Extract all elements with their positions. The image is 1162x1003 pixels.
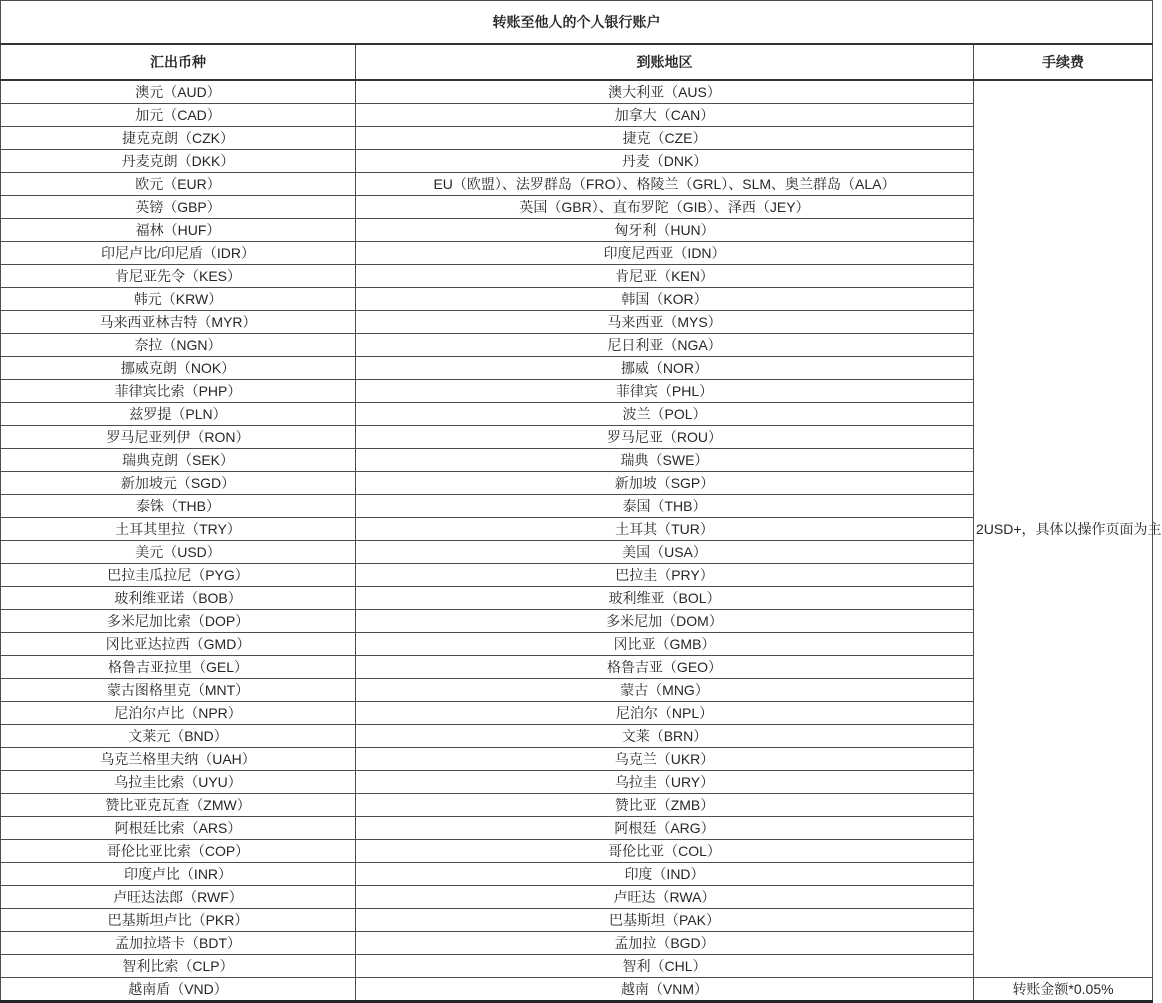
region-cell: 赞比亚（ZMB） xyxy=(356,794,974,817)
currency-cell: 泰铢（THB） xyxy=(1,495,356,518)
currency-cell: 乌拉圭比索（UYU） xyxy=(1,771,356,794)
currency-cell: 土耳其里拉（TRY） xyxy=(1,518,356,541)
currency-cell: 乌克兰格里夫纳（UAH） xyxy=(1,748,356,771)
region-cell: 巴基斯坦（PAK） xyxy=(356,909,974,932)
region-cell: 印度尼西亚（IDN） xyxy=(356,242,974,265)
region-cell: 美国（USA） xyxy=(356,541,974,564)
region-cell: 尼泊尔（NPL） xyxy=(356,702,974,725)
region-cell: 瑞典（SWE） xyxy=(356,449,974,472)
region-cell: 英国（GBR）、直布罗陀（GIB）、泽西（JEY） xyxy=(356,196,974,219)
currency-cell: 蒙古图格里克（MNT） xyxy=(1,679,356,702)
region-cell: 马来西亚（MYS） xyxy=(356,311,974,334)
region-cell: 越南（VNM） xyxy=(356,978,974,1002)
region-cell: 尼日利亚（NGA） xyxy=(356,334,974,357)
region-cell: 丹麦（DNK） xyxy=(356,150,974,173)
region-cell: 捷克（CZE） xyxy=(356,127,974,150)
region-cell: 澳大利亚（AUS） xyxy=(356,80,974,104)
region-cell: 孟加拉（BGD） xyxy=(356,932,974,955)
region-cell: 格鲁吉亚（GEO） xyxy=(356,656,974,679)
currency-cell: 罗马尼亚列伊（RON） xyxy=(1,426,356,449)
table-header-row xyxy=(1,44,1153,80)
currency-cell: 冈比亚达拉西（GMD） xyxy=(1,633,356,656)
currency-cell: 文莱元（BND） xyxy=(1,725,356,748)
region-cell: 阿根廷（ARG） xyxy=(356,817,974,840)
region-cell: 加拿大（CAN） xyxy=(356,104,974,127)
region-cell: 波兰（POL） xyxy=(356,403,974,426)
region-cell: 菲律宾（PHL） xyxy=(356,380,974,403)
currency-cell: 肯尼亚先令（KES） xyxy=(1,265,356,288)
table-title: 转账至他人的个人银行账户 xyxy=(1,1,1153,45)
currency-cell: 尼泊尔卢比（NPR） xyxy=(1,702,356,725)
fee-cell-shared: 2USD+，具体以操作页面为主 xyxy=(974,80,1153,978)
currency-cell: 挪威克朗（NOK） xyxy=(1,357,356,380)
currency-cell: 澳元（AUD） xyxy=(1,80,356,104)
region-cell: 冈比亚（GMB） xyxy=(356,633,974,656)
region-cell: 匈牙利（HUN） xyxy=(356,219,974,242)
currency-cell: 印度卢比（INR） xyxy=(1,863,356,886)
currency-cell: 越南盾（VND） xyxy=(1,978,356,1002)
currency-cell: 智利比索（CLP） xyxy=(1,955,356,978)
currency-cell: 美元（USD） xyxy=(1,541,356,564)
currency-cell: 福林（HUF） xyxy=(1,219,356,242)
table-row xyxy=(1,978,1153,1002)
region-cell: 多米尼加（DOM） xyxy=(356,610,974,633)
region-cell: 土耳其（TUR） xyxy=(356,518,974,541)
region-cell: 玻利维亚（BOL） xyxy=(356,587,974,610)
currency-cell: 瑞典克朗（SEK） xyxy=(1,449,356,472)
region-cell: 罗马尼亚（ROU） xyxy=(356,426,974,449)
currency-cell: 菲律宾比索（PHP） xyxy=(1,380,356,403)
region-cell: 泰国（THB） xyxy=(356,495,974,518)
region-cell: 卢旺达（RWA） xyxy=(356,886,974,909)
currency-cell: 多米尼加比索（DOP） xyxy=(1,610,356,633)
region-cell: 新加坡（SGP） xyxy=(356,472,974,495)
header-region: 到账地区 xyxy=(356,44,974,80)
currency-cell: 新加坡元（SGD） xyxy=(1,472,356,495)
region-cell: 乌克兰（UKR） xyxy=(356,748,974,771)
currency-cell: 韩元（KRW） xyxy=(1,288,356,311)
region-cell: 哥伦比亚（COL） xyxy=(356,840,974,863)
table-row xyxy=(1,80,1153,104)
currency-cell: 格鲁吉亚拉里（GEL） xyxy=(1,656,356,679)
region-cell: EU（欧盟）、法罗群岛（FRO）、格陵兰（GRL）、SLM、奥兰群岛（ALA） xyxy=(356,173,974,196)
currency-cell: 兹罗提（PLN） xyxy=(1,403,356,426)
region-cell: 智利（CHL） xyxy=(356,955,974,978)
currency-cell: 丹麦克朗（DKK） xyxy=(1,150,356,173)
region-cell: 肯尼亚（KEN） xyxy=(356,265,974,288)
currency-cell: 赞比亚克瓦查（ZMW） xyxy=(1,794,356,817)
region-cell: 巴拉圭（PRY） xyxy=(356,564,974,587)
region-cell: 韩国（KOR） xyxy=(356,288,974,311)
currency-cell: 阿根廷比索（ARS） xyxy=(1,817,356,840)
region-cell: 蒙古（MNG） xyxy=(356,679,974,702)
currency-cell: 奈拉（NGN） xyxy=(1,334,356,357)
currency-cell: 孟加拉塔卡（BDT） xyxy=(1,932,356,955)
region-cell: 文莱（BRN） xyxy=(356,725,974,748)
currency-cell: 印尼卢比/印尼盾（IDR） xyxy=(1,242,356,265)
currency-cell: 玻利维亚诺（BOB） xyxy=(1,587,356,610)
table-body xyxy=(1,80,1162,1002)
currency-cell: 马来西亚林吉特（MYR） xyxy=(1,311,356,334)
currency-cell: 欧元（EUR） xyxy=(1,173,356,196)
currency-cell: 卢旺达法郎（RWF） xyxy=(1,886,356,909)
currency-cell: 加元（CAD） xyxy=(1,104,356,127)
region-cell: 乌拉圭（URY） xyxy=(356,771,974,794)
currency-cell: 捷克克朗（CZK） xyxy=(1,127,356,150)
currency-cell: 英镑（GBP） xyxy=(1,196,356,219)
currency-cell: 巴拉圭瓜拉尼（PYG） xyxy=(1,564,356,587)
currency-cell: 巴基斯坦卢比（PKR） xyxy=(1,909,356,932)
fee-cell: 转账金额*0.05% xyxy=(974,978,1153,1002)
region-cell: 印度（IND） xyxy=(356,863,974,886)
table-title-row xyxy=(1,1,1153,45)
region-cell: 挪威（NOR） xyxy=(356,357,974,380)
header-currency: 汇出币种 xyxy=(1,44,356,80)
currency-cell: 哥伦比亚比索（COP） xyxy=(1,840,356,863)
header-fee: 手续费 xyxy=(974,44,1153,80)
